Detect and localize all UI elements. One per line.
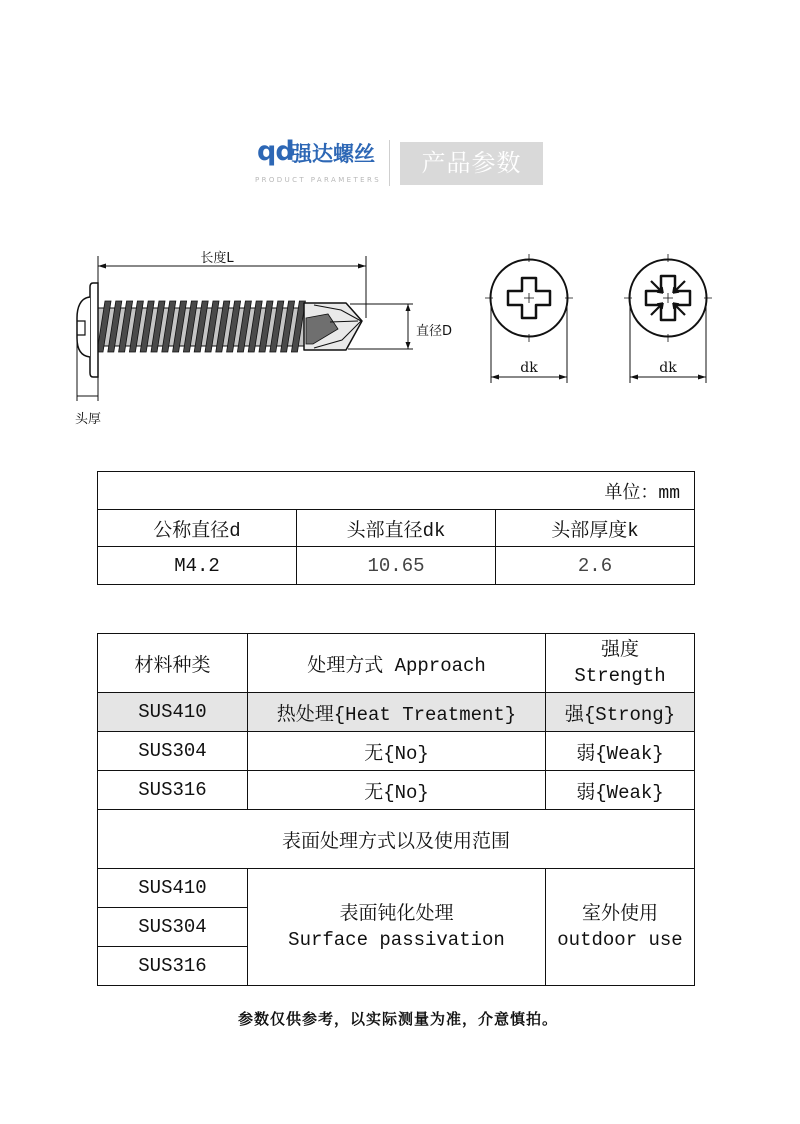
head-thickness-label: 头厚 — [74, 412, 102, 427]
strength-cell: 弱{Weak} — [546, 771, 695, 810]
section-title: 产品参数 — [400, 142, 543, 185]
materials-header-row — [98, 634, 695, 693]
surface-material-cell: SUS410 — [98, 869, 248, 908]
strength-cell: 弱{Weak} — [546, 732, 695, 771]
materials-table — [97, 633, 695, 986]
material-cell: SUS316 — [98, 771, 248, 810]
screw-head-flange — [90, 283, 98, 377]
surface-row — [98, 869, 695, 908]
material-cell: SUS410 — [98, 693, 248, 732]
dimensions-table — [97, 471, 695, 585]
value-head-diameter: 10.65 — [297, 547, 496, 585]
screw-side-view — [77, 283, 362, 377]
header-divider — [389, 140, 390, 186]
surface-material-cell: SUS304 — [98, 908, 248, 947]
header-approach: 处理方式 Approach — [248, 634, 546, 693]
phillips-head-view — [485, 254, 573, 342]
arrowhead — [698, 375, 706, 380]
usage-cell — [546, 869, 695, 986]
approach-cell: 热处理{Heat Treatment} — [248, 693, 546, 732]
length-label: 长度L — [200, 251, 234, 266]
value-nominal-diameter: M4.2 — [98, 547, 297, 585]
dimensions-value-row — [98, 547, 695, 585]
header-nominal-diameter: 公称直径d — [98, 510, 297, 547]
logo-name: 强达螺丝 — [291, 142, 375, 166]
phillips-dk-label: dk — [520, 360, 538, 376]
approach-cell: 无{No} — [248, 771, 546, 810]
arrowhead — [406, 342, 411, 349]
arrowhead — [491, 375, 499, 380]
header-material: 材料种类 — [98, 634, 248, 693]
material-row — [98, 732, 695, 771]
approach-cell: 无{No} — [248, 732, 546, 771]
header-strength-cn: 强度 — [600, 639, 639, 661]
header-head-diameter: 头部直径dk — [297, 510, 496, 547]
pozidriv-dk-label: dk — [659, 360, 677, 376]
dimensions-header-row — [98, 510, 695, 547]
arrowhead — [358, 264, 366, 269]
arrowhead — [98, 264, 106, 269]
surface-treatment-cn: 表面钝化处理 — [339, 903, 454, 925]
unit-label: 单位：mm — [98, 472, 695, 510]
logo-mark: qd — [257, 136, 294, 167]
surface-treatment-en: Surface passivation — [288, 929, 505, 951]
unit-row — [98, 472, 695, 510]
diameter-label: 直径D — [416, 324, 453, 339]
header-strength-en: Strength — [574, 665, 666, 687]
brand-logo — [254, 136, 388, 190]
usage-en: outdoor use — [557, 929, 683, 951]
arrowhead — [406, 304, 411, 311]
arrowhead — [559, 375, 567, 380]
header-head-thickness: 头部厚度k — [496, 510, 695, 547]
header-strength — [546, 634, 695, 693]
usage-cn: 室外使用 — [581, 903, 658, 925]
material-cell: SUS304 — [98, 732, 248, 771]
arrowhead — [630, 375, 638, 380]
pozidriv-head-view — [624, 254, 712, 342]
screw-diagram — [0, 240, 800, 440]
surface-section-title-row — [98, 810, 695, 869]
strength-cell: 强{Strong} — [546, 693, 695, 732]
surface-material-cell: SUS316 — [98, 947, 248, 986]
material-row — [98, 771, 695, 810]
disclaimer-note: 参数仅供参考，以实际测量为准，介意慎拍。 — [237, 1010, 558, 1028]
screw-head-dome — [77, 297, 90, 357]
surface-treatment-cell — [248, 869, 546, 986]
value-head-thickness: 2.6 — [496, 547, 695, 585]
surface-section-title: 表面处理方式以及使用范围 — [98, 810, 695, 869]
material-row — [98, 693, 695, 732]
logo-tagline: PRODUCT PARAMETERS — [255, 176, 382, 184]
